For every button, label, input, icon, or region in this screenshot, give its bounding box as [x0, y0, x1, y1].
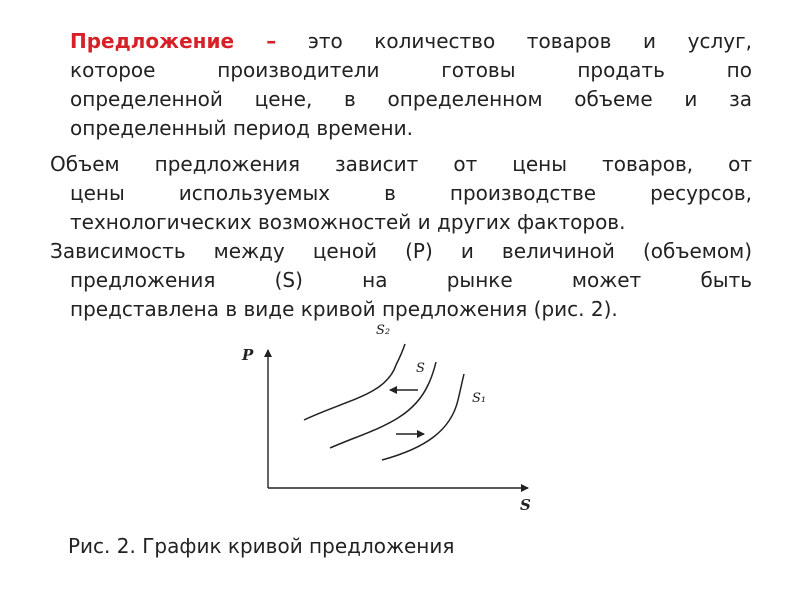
supply-curve-line-3: представлена в виде кривой предложения (рис. 2).	[70, 297, 618, 321]
definition-paragraph	[50, 27, 752, 143]
definition-line-1	[50, 27, 752, 56]
definition-line-3: определенной цене, в определенном объеме и за	[70, 87, 752, 111]
curve-label-s1: S₁	[472, 391, 487, 406]
supply-factors-line-3: технологических возможностей и других факторов.	[70, 210, 626, 234]
y-axis-label: P	[242, 346, 254, 364]
curve-label-s2: S₂	[376, 323, 391, 338]
supply-curve-diagram	[236, 320, 546, 520]
supply-curve-s2	[304, 344, 405, 420]
supply-curve-s1	[382, 374, 464, 460]
x-axis-label: S	[520, 496, 531, 514]
definition-term: Предложение –	[70, 29, 277, 53]
definition-line-1-text: это количество товаров и услуг,	[307, 29, 752, 53]
supply-curve-figure	[236, 320, 546, 520]
figure-caption: Рис. 2. График кривой предложения	[68, 534, 455, 558]
supply-curve-line-2: предложения (S) на рынке может быть	[70, 268, 752, 292]
definition-line-2: которое производители готовы продать по	[70, 58, 752, 82]
supply-factors-line-1: Объем предложения зависит от цены товаров, от	[50, 152, 752, 176]
supply-curve-line-1: Зависимость между ценой (P) и величиной (объемом)	[50, 239, 752, 263]
curve-label-s: S	[416, 361, 425, 376]
supply-factors-paragraph	[50, 150, 752, 237]
definition-line-4: определенный период времени.	[70, 116, 413, 140]
supply-factors-line-2: цены используемых в производстве ресурсов,	[70, 181, 752, 205]
supply-curve-paragraph	[50, 237, 752, 324]
